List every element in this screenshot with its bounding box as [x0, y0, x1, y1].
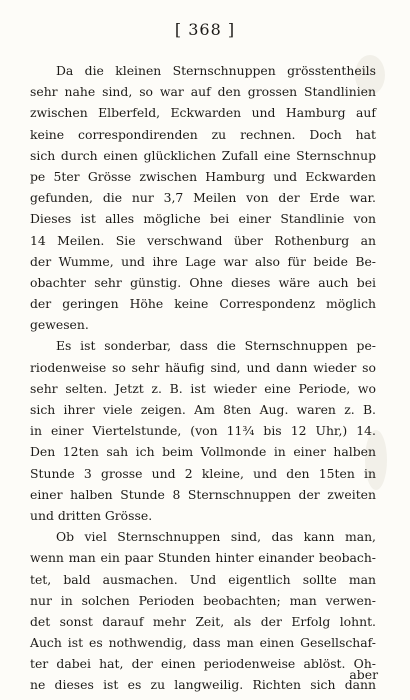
text-line: der geringen Höhe keine Correspondenz möglich: [30, 296, 376, 312]
page-number: [ 368 ]: [174, 20, 236, 39]
text-line: sehr nahe sind, so war auf den grossen Standlinien: [30, 84, 376, 100]
text-line: gefunden, die nur 3,7 Meilen von der Erde war.: [30, 190, 376, 206]
text-line: gewesen.: [30, 317, 89, 333]
text-line: 14 Meilen. Sie verschwand über Rothenburg an: [30, 232, 376, 248]
text-line: Es ist sonderbar, dass die Sternschnuppen pe-: [56, 338, 376, 354]
text-line: ne dieses ist es zu langweilig. Richten sich dann: [30, 677, 376, 693]
text-line: riodenweise so sehr häufig sind, und dann wieder so: [30, 359, 376, 375]
text-line: der Wumme, und ihre Lage war also für beide Be-: [30, 253, 376, 269]
text-line: zwischen Elberfeld, Eckwarden und Hamburg auf: [30, 105, 376, 121]
text-line: einer halben Stunde 8 Sternschnuppen der zweiten: [30, 486, 376, 502]
text-line: Ob viel Sternschnuppen sind, das kann man,: [56, 529, 376, 545]
text-line: tet, bald ausmachen. Und eigentlich sollte man: [30, 571, 376, 587]
catchword: aber: [349, 667, 378, 682]
text-line: in einer Viertelstunde, (von 11¾ bis 12 Uhr,) 14.: [30, 423, 376, 439]
text-line: sich ihrer viele zeigen. Am 8ten Aug. waren z. B.: [30, 402, 376, 417]
body-text: [30, 60, 376, 696]
text-line: Dieses ist alles mögliche bei einer Standlinie von: [30, 211, 376, 227]
text-line: obachter sehr günstig. Ohne dieses wäre auch bei: [30, 274, 376, 290]
text-line: keine correspondirenden zu rechnen. Doch hat: [30, 126, 376, 142]
text-line: Da die kleinen Sternschnuppen grösstentheils: [56, 63, 376, 78]
text-line: ter dabei hat, der einen periodenweise ablöst. Oh-: [30, 656, 376, 672]
text-line: sich durch einen glücklichen Zufall eine Sternschnup: [30, 147, 376, 163]
text-line: Den 12ten sah ich beim Vollmonde in einer halben: [30, 444, 376, 460]
text-line: pe 5ter Grösse zwischen Hamburg und Eckwarden: [30, 168, 376, 184]
text-line: wenn man ein paar Stunden hinter einander beobach-: [30, 550, 376, 566]
text-line: det sonst darauf mehr Zeit, als der Erfolg lohnt.: [30, 613, 376, 629]
text-line: Auch ist es nothwendig, dass man einen Gesellschaf-: [30, 635, 376, 651]
text-line: nur in solchen Perioden beobachten; man verwen-: [30, 592, 376, 608]
text-line: Stunde 3 grosse und 2 kleine, und den 15ten in: [30, 465, 376, 481]
text-line: sehr selten. Jetzt z. B. ist wieder eine Periode, wo: [30, 380, 376, 396]
text-line: und dritten Grösse.: [30, 507, 153, 523]
